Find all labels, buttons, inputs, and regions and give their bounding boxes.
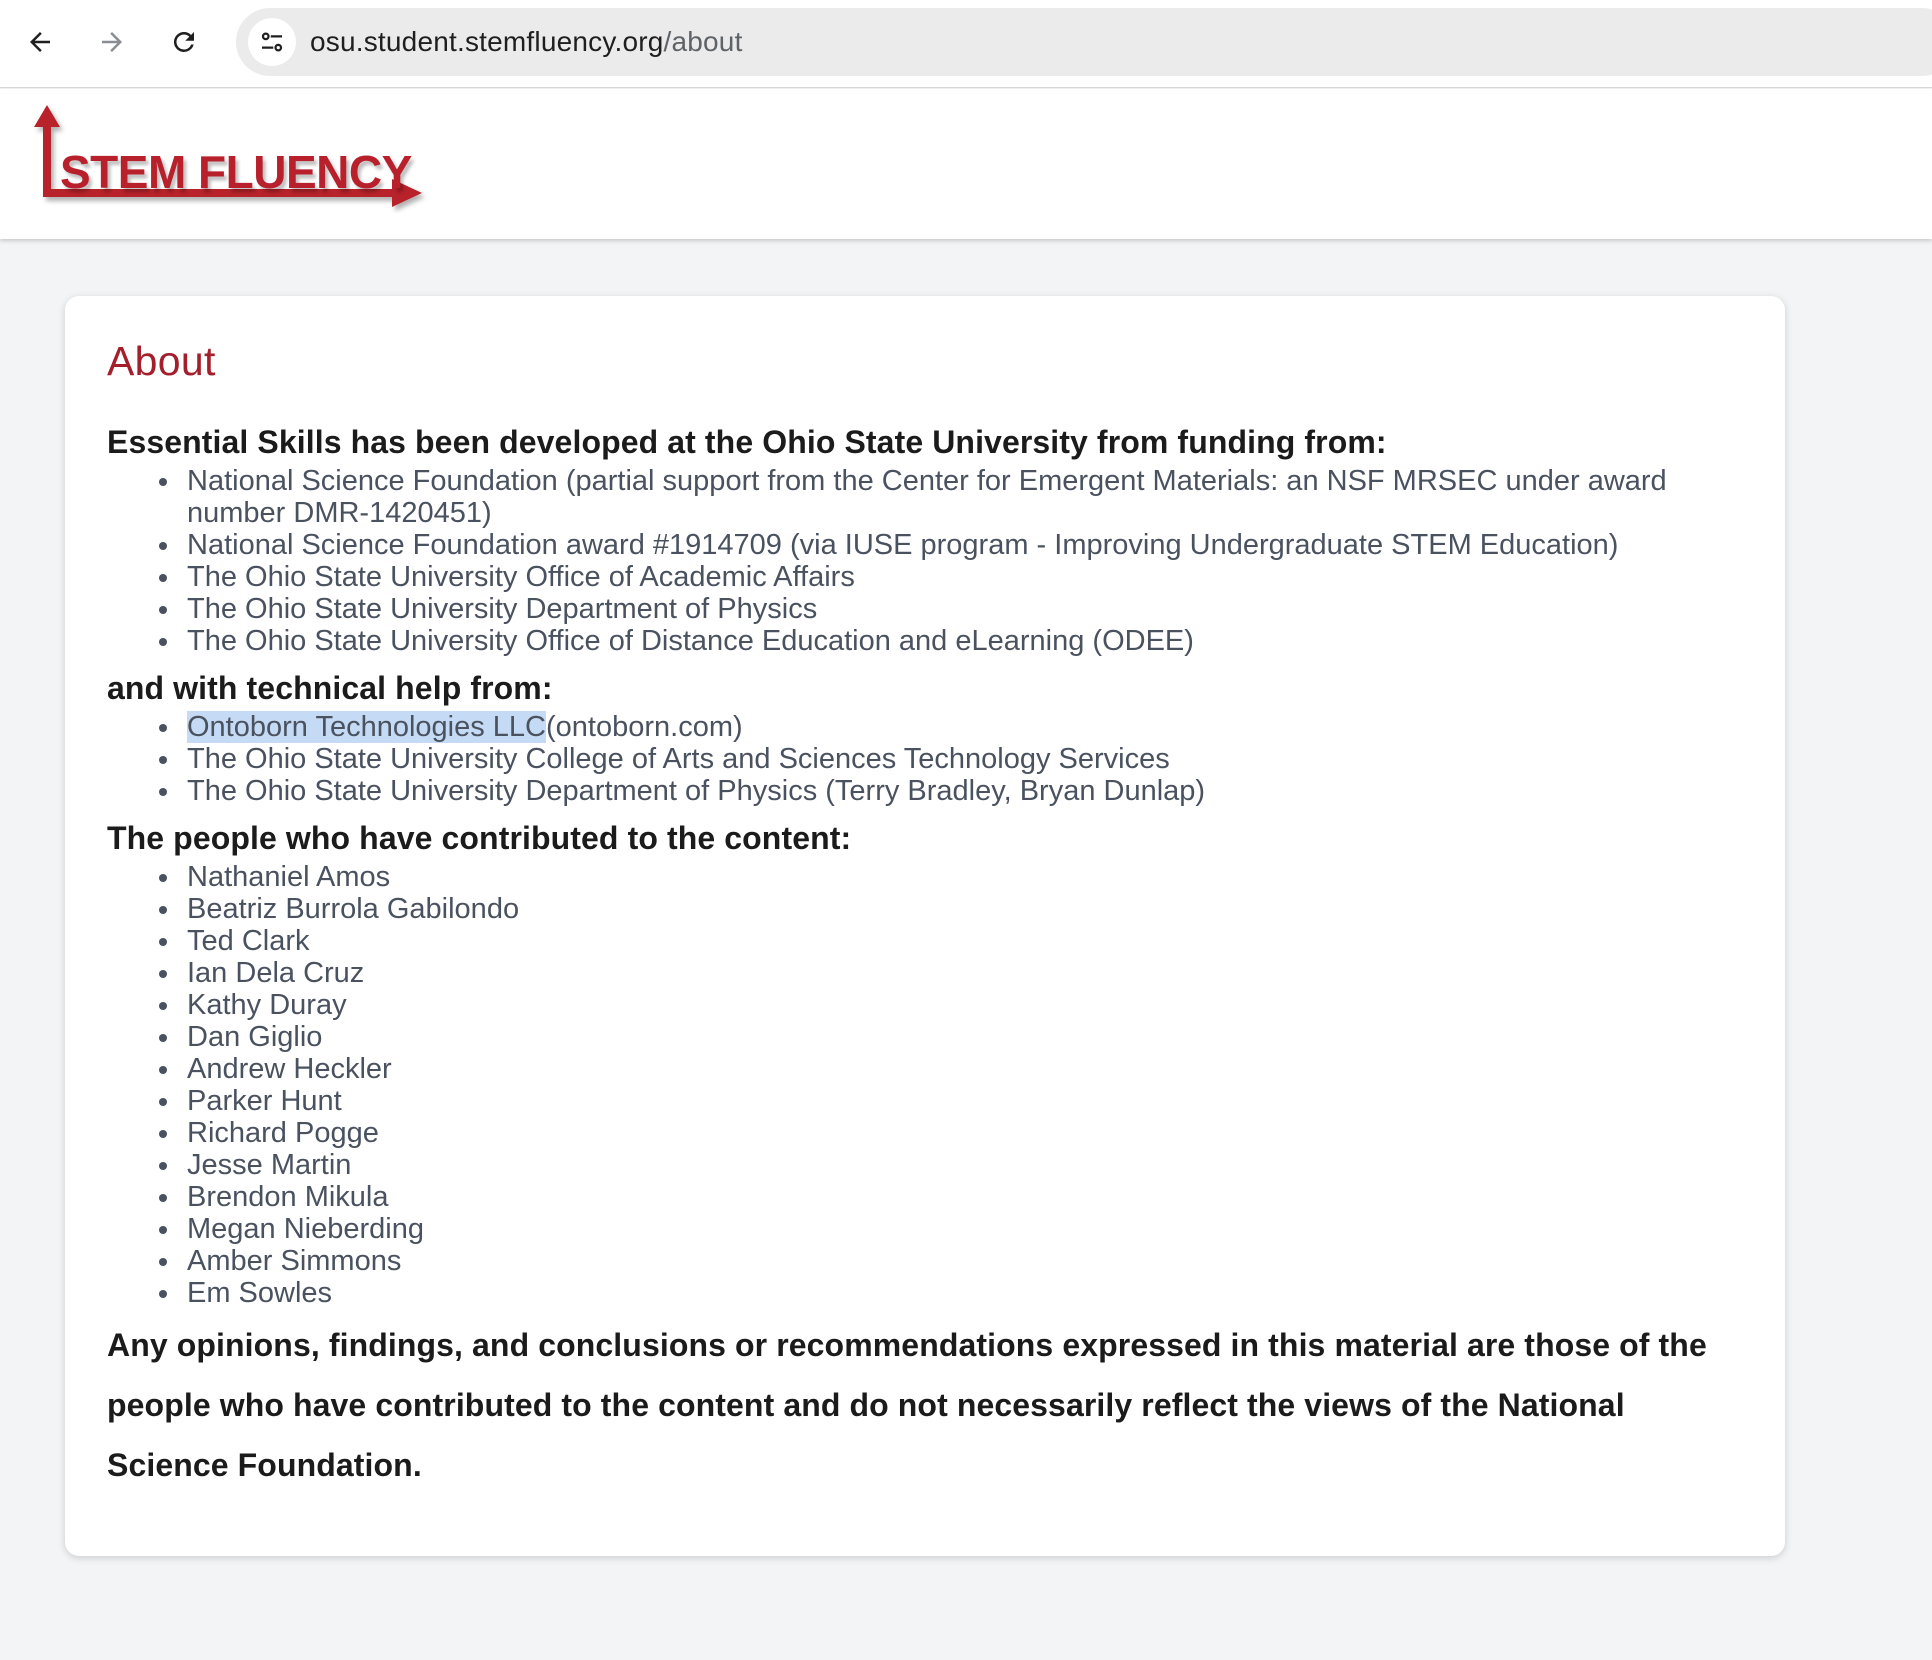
back-button[interactable] <box>18 20 62 64</box>
address-bar[interactable] <box>236 8 1932 76</box>
list-item: Em Sowles <box>145 1277 1743 1309</box>
list-item: Beatriz Burrola Gabilondo <box>145 893 1743 925</box>
list-item: Jesse Martin <box>145 1149 1743 1181</box>
people-heading: The people who have contributed to the content: <box>107 820 852 856</box>
list-item: Megan Nieberding <box>145 1213 1743 1245</box>
list-item: The Ohio State University College of Arts and Sciences Technology Services <box>145 743 1743 775</box>
site-info-button[interactable] <box>248 18 296 66</box>
list-item: Ian Dela Cruz <box>145 957 1743 989</box>
selected-text: Ontoborn Technologies LLC <box>187 711 546 743</box>
stem-fluency-logo[interactable] <box>30 103 430 213</box>
list-item: Nathaniel Amos <box>145 861 1743 893</box>
list-item: The Ohio State University Department of Physics (Terry Bradley, Bryan Dunlap) <box>145 775 1743 807</box>
reload-button[interactable] <box>162 20 206 64</box>
list-item <box>145 711 1743 743</box>
list-item: National Science Foundation award #1914709 (via IUSE program - Improving Undergraduate STEM Education) <box>145 529 1743 561</box>
funding-heading: Essential Skills has been developed at the Ohio State University from funding from: <box>107 424 1387 460</box>
list-item: Dan Giglio <box>145 1021 1743 1053</box>
list-item: Kathy Duray <box>145 989 1743 1021</box>
list-item: Parker Hunt <box>145 1085 1743 1117</box>
forward-arrow-icon <box>97 27 127 57</box>
reload-icon <box>169 27 199 57</box>
logo-text: STEM FLUENCY <box>60 146 412 198</box>
ontoborn-site: (ontoborn.com) <box>546 711 743 743</box>
list-item: The Ohio State University Department of Physics <box>145 593 1743 625</box>
browser-toolbar <box>0 0 1932 88</box>
site-header <box>0 89 1932 239</box>
about-card <box>65 296 1785 1556</box>
list-item: Richard Pogge <box>145 1117 1743 1149</box>
url-path: /about <box>663 26 743 57</box>
list-item: Brendon Mikula <box>145 1181 1743 1213</box>
back-arrow-icon <box>25 27 55 57</box>
list-item: Amber Simmons <box>145 1245 1743 1277</box>
people-list <box>107 861 1743 1309</box>
forward-button[interactable] <box>90 20 134 64</box>
tune-icon <box>257 27 287 57</box>
page-title: About <box>107 338 216 384</box>
list-item: Ted Clark <box>145 925 1743 957</box>
list-item: The Ohio State University Office of Distance Education and eLearning (ODEE) <box>145 625 1743 657</box>
funding-list <box>107 465 1743 657</box>
help-heading: and with technical help from: <box>107 670 553 706</box>
list-item: The Ohio State University Office of Academic Affairs <box>145 561 1743 593</box>
help-list <box>107 711 1743 807</box>
url-text[interactable] <box>310 8 743 76</box>
list-item: Andrew Heckler <box>145 1053 1743 1085</box>
disclaimer-text: Any opinions, findings, and conclusions or recommendations expressed in this material are those of the people who have contributed to the content and do not necessarily reflect the views of the National Science Foundation. <box>107 1327 1707 1483</box>
url-host: osu.student.stemfluency.org <box>310 26 664 57</box>
list-item: National Science Foundation (partial support from the Center for Emergent Materials: an NSF MRSEC under award number DMR-1420451) <box>145 465 1743 529</box>
